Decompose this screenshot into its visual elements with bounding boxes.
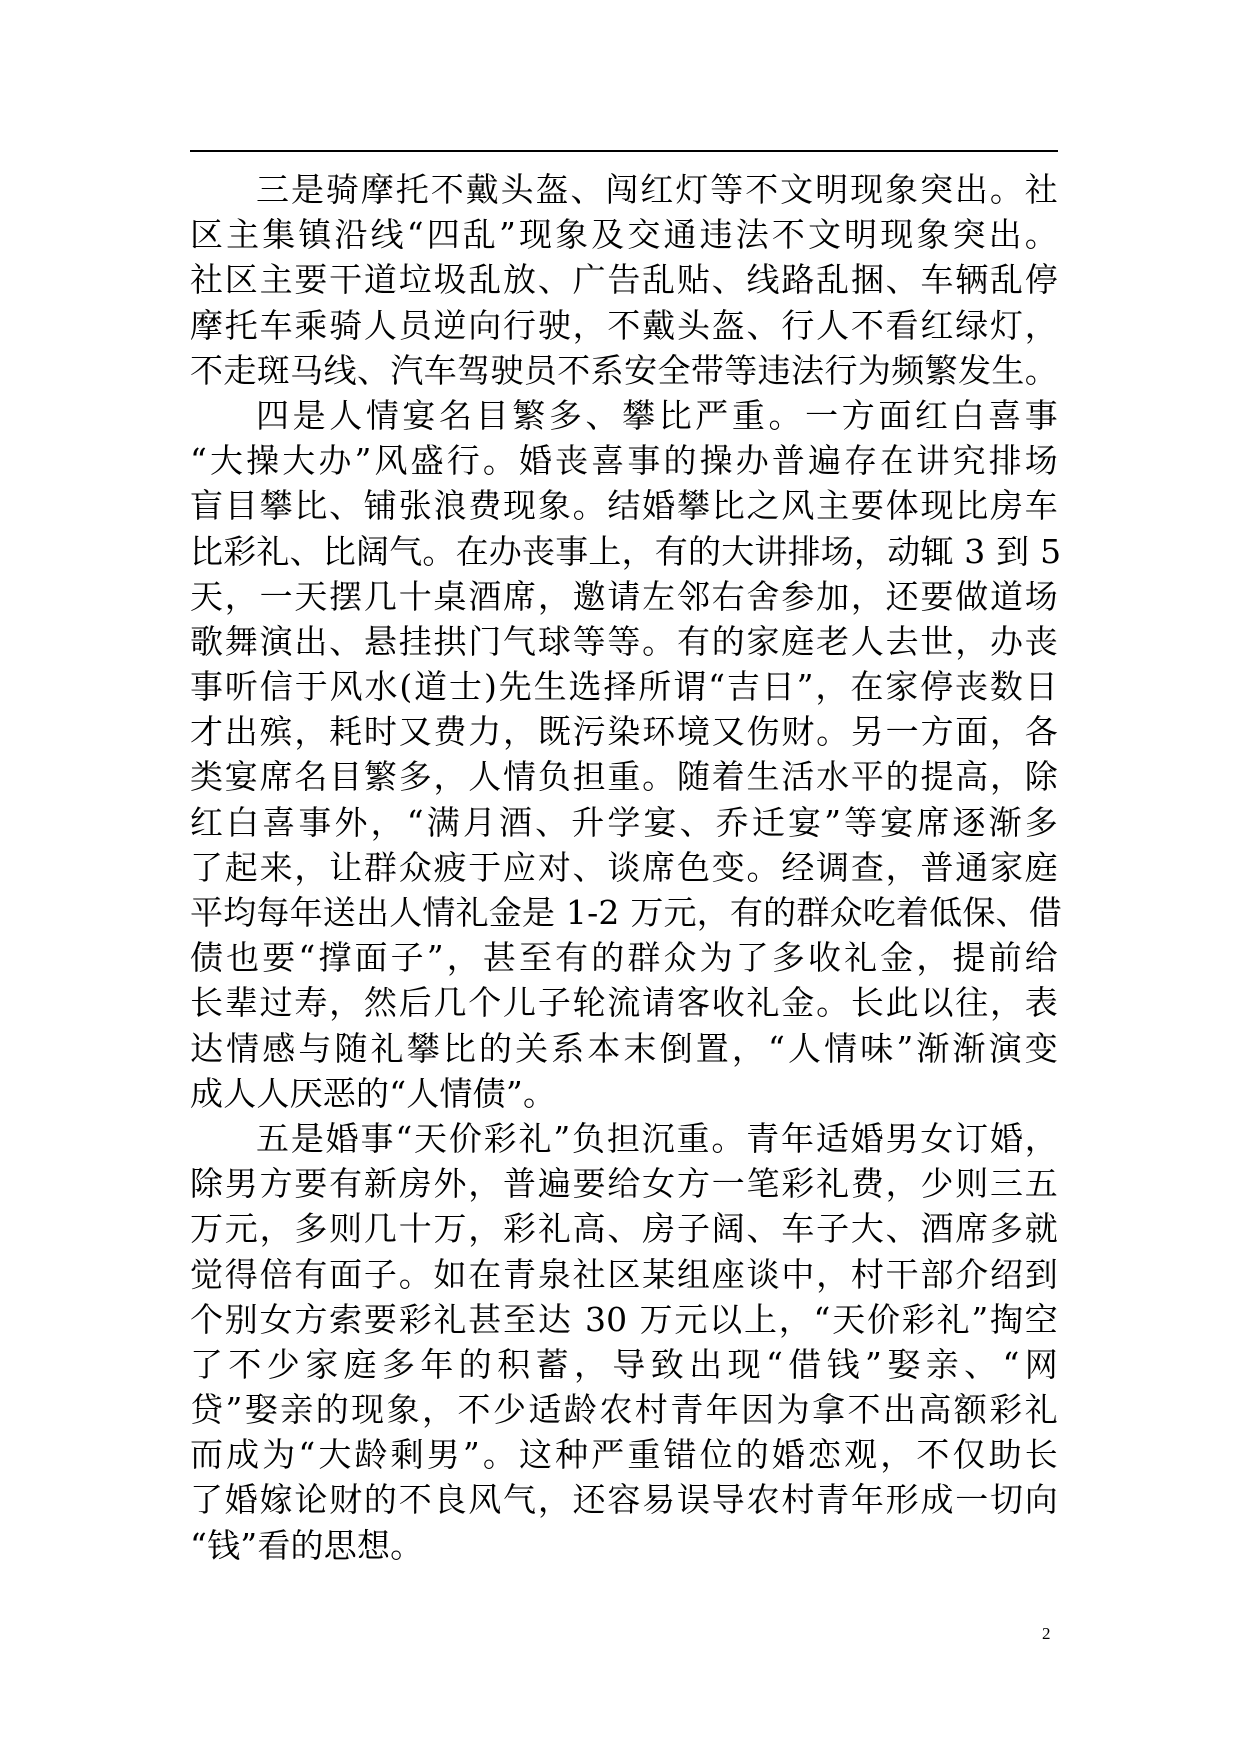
text-line: 类宴席名目繁多，人情负担重。随着生活水平的提高，除 xyxy=(190,757,1058,797)
text-line: 了起来，让群众疲于应对、谈席色变。经调查，普通家庭 xyxy=(190,847,1058,887)
text-line: 天，一天摆几十桌酒席，邀请左邻右舍参加，还要做道场 xyxy=(190,576,1058,616)
text-line: 摩托车乘骑人员逆向行驶，不戴头盔、行人不看红绿灯， xyxy=(190,305,1058,345)
text-line: 除男方要有新房外，普遍要给女方一笔彩礼费，少则三五 xyxy=(190,1164,1058,1204)
text-line: 了不少家庭多年的积蓄，导致出现“借钱”娶亲、“网 xyxy=(190,1344,1058,1384)
text-line: 觉得倍有面子。如在青泉社区某组座谈中，村干部介绍到 xyxy=(190,1254,1058,1294)
text-line: “钱”看的思想。 xyxy=(190,1525,424,1565)
paragraph-4-banquets xyxy=(190,393,1062,1116)
paragraph-5-bride-price xyxy=(190,1116,1058,1568)
text-line: 区主集镇沿线“四乱”现象及交通违法不文明现象突出。 xyxy=(190,215,1058,255)
text-line: 而成为“大龄剩男”。这种严重错位的婚恋观，不仅助长 xyxy=(190,1435,1058,1475)
text-line: 三是骑摩托不戴头盔、闯红灯等不文明现象突出。社 xyxy=(256,170,1058,209)
text-line: 不走斑马线、汽车驾驶员不系安全带等违法行为频繁发生。 xyxy=(190,350,1058,390)
text-line: 社区主要干道垃圾乱放、广告乱贴、线路乱捆、车辆乱停 xyxy=(190,260,1058,300)
text-line: 成人人厌恶的“人情债”。 xyxy=(190,1073,557,1113)
paragraph-3-helmets xyxy=(190,167,1058,393)
text-line: 才出殡，耗时又费力，既污染环境又伤财。另一方面，各 xyxy=(190,712,1058,752)
text-line: 长辈过寿，然后几个儿子轮流请客收礼金。长此以往，表 xyxy=(190,983,1058,1023)
text-line: 四是人情宴名目繁多、攀比严重。一方面红白喜事 xyxy=(256,395,1058,435)
text-line: “大操大办”风盛行。婚丧喜事的操办普遍存在讲究排场 xyxy=(190,441,1058,481)
text-line: 红白喜事外，“满月酒、升学宴、乔迁宴”等宴席逐渐多 xyxy=(190,802,1058,842)
text-line: 歌舞演出、悬挂拱门气球等等。有的家庭老人去世，办丧 xyxy=(190,621,1058,661)
text-line: 达情感与随礼攀比的关系本末倒置，“人情味”渐渐演变 xyxy=(190,1028,1058,1068)
text-line: 比彩礼、比阔气。在办丧事上，有的大讲排场，动辄 3 到 5 xyxy=(190,531,1062,571)
text-line: 平均每年送出人情礼金是 1-2 万元，有的群众吃着低保、借 xyxy=(190,893,1062,932)
text-line: 盲目攀比、铺张浪费现象。结婚攀比之风主要体现比房车 xyxy=(190,486,1058,526)
text-line: 债也要“撑面子”，甚至有的群众为了多收礼金，提前给 xyxy=(190,938,1058,978)
text-line: 个别女方索要彩礼甚至达 30 万元以上，“天价彩礼”掏空 xyxy=(190,1299,1058,1339)
text-line: 贷”娶亲的现象，不少适龄农村青年因为拿不出高额彩礼 xyxy=(190,1390,1058,1430)
text-line: 事听信于风水(道士)先生选择所谓“吉日”，在家停丧数日 xyxy=(190,667,1058,707)
document-body xyxy=(190,167,1062,1568)
text-line: 五是婚事“天价彩礼”负担沉重。青年适婚男女订婚， xyxy=(256,1118,1058,1158)
text-line: 了婚嫁论财的不良风气，还容易误导农村青年形成一切向 xyxy=(190,1480,1058,1520)
header-rule xyxy=(190,150,1058,152)
text-line: 万元，多则几十万，彩礼高、房子阔、车子大、酒席多就 xyxy=(190,1209,1058,1249)
page-number: 2 xyxy=(1042,1624,1051,1643)
